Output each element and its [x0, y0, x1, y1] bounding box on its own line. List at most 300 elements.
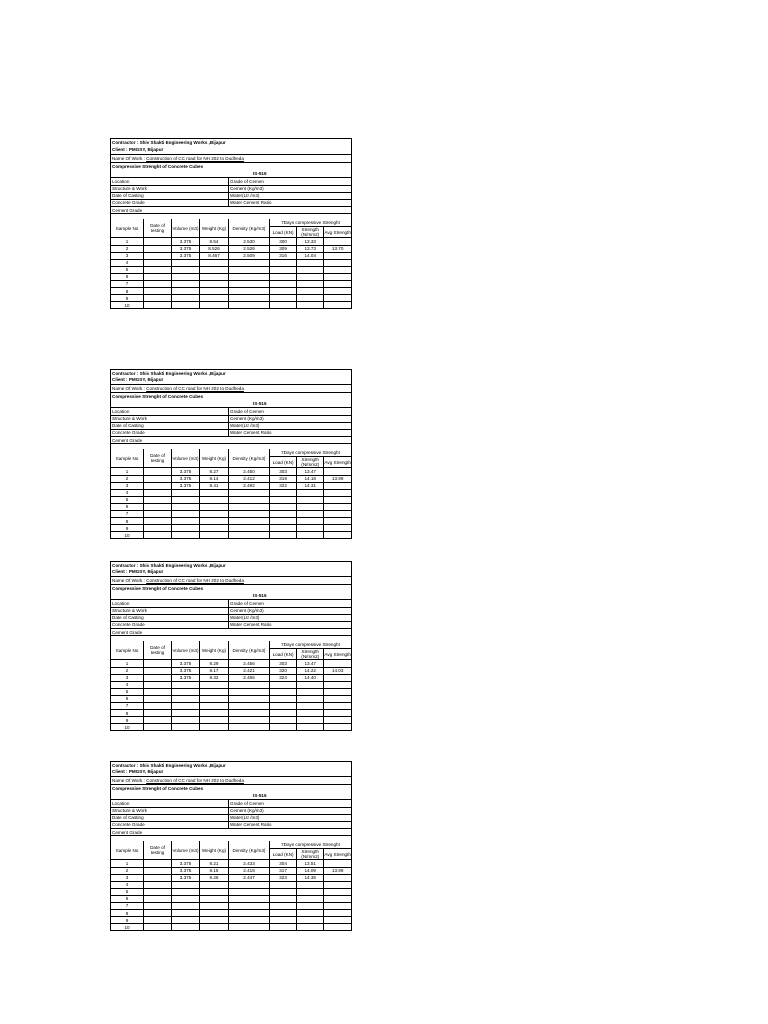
col-strength: Strength (N/mm2): [297, 227, 324, 238]
work-value: Construction of CC road for NH 202 to Dudheda: [146, 155, 244, 161]
cell-volume: [172, 503, 200, 510]
table-row: [111, 688, 351, 695]
info-row: [111, 422, 351, 429]
info-row: [111, 814, 351, 821]
cell-sample-no: 5: [111, 688, 144, 695]
cell-load: [270, 496, 297, 503]
table-row: [111, 295, 351, 302]
cell-date: [144, 660, 172, 667]
cell-volume: 3.375: [172, 245, 200, 252]
results-table: [111, 641, 351, 730]
cell-sample-no: 7: [111, 511, 144, 518]
cell-volume: [172, 281, 200, 288]
cell-load: [270, 703, 297, 710]
work-label: Name Of Work :: [112, 577, 147, 583]
group-header: 7Days compressive Strenght: [270, 841, 352, 849]
info-label: Location: [111, 600, 229, 607]
info-label: Structure & Work: [111, 607, 229, 614]
cell-load: [270, 895, 297, 902]
cell-date: [144, 468, 172, 475]
cell-date: [144, 525, 172, 532]
info-label: Cement (Kg/m3): [229, 807, 352, 814]
cell-density: [229, 503, 270, 510]
cell-density: [229, 288, 270, 295]
cell-avg-strength: [324, 703, 351, 710]
table-row: [111, 252, 351, 259]
cell-date: [144, 917, 172, 924]
cell-sample-no: 9: [111, 295, 144, 302]
cell-avg-strength: [324, 252, 351, 259]
cell-density: [229, 518, 270, 525]
cell-volume: 3.375: [172, 252, 200, 259]
cell-volume: [172, 910, 200, 917]
info-label: Water Cement Ratio: [229, 429, 352, 436]
cell-sample-no: 8: [111, 910, 144, 917]
info-row: [111, 821, 351, 828]
cell-avg-strength: [324, 688, 351, 695]
cell-strength: [297, 924, 324, 931]
cell-density: [229, 924, 270, 931]
cell-density: [229, 681, 270, 688]
info-label: Date of Casting: [111, 192, 229, 199]
cell-density: [229, 888, 270, 895]
cell-date: [144, 489, 172, 496]
cell-load: [270, 924, 297, 931]
cell-load: 303: [270, 468, 297, 475]
work-value: Construction of CC road for NH 202 to Dudheda: [146, 577, 244, 583]
cell-volume: [172, 532, 200, 539]
cell-load: [270, 259, 297, 266]
cell-avg-strength: [324, 710, 351, 717]
info-row: [111, 829, 351, 836]
cell-date: [144, 503, 172, 510]
cell-weight: 8.467: [200, 252, 229, 259]
cell-sample-no: 10: [111, 532, 144, 539]
cell-density: [229, 496, 270, 503]
table-row: [111, 266, 351, 273]
cell-strength: [297, 259, 324, 266]
info-label: Water Cement Ratio: [229, 821, 352, 828]
info-label: Structure & Work: [111, 185, 229, 192]
table-row: [111, 532, 351, 539]
cell-date: [144, 903, 172, 910]
info-row: [111, 437, 351, 444]
cell-weight: [200, 903, 229, 910]
cell-weight: 8.17: [200, 667, 229, 674]
cell-load: [270, 881, 297, 888]
cell-volume: 3.375: [172, 667, 200, 674]
cell-sample-no: 9: [111, 525, 144, 532]
info-label: Cement Grade: [111, 207, 229, 214]
info-row: [111, 807, 351, 814]
cell-strength: [297, 525, 324, 532]
sheet-title: Compressive Strenght of Concrete Cubes: [112, 585, 204, 591]
info-label: Water(Ltr /m3): [229, 814, 352, 821]
table-row: [111, 910, 351, 917]
table-row: [111, 273, 351, 280]
cell-avg-strength: [324, 895, 351, 902]
table-row: [111, 888, 351, 895]
table-row: [111, 468, 351, 475]
cell-volume: 3.375: [172, 860, 200, 867]
cell-sample-no: 4: [111, 881, 144, 888]
info-label: Structure & Work: [111, 415, 229, 422]
cell-sample-no: 2: [111, 475, 144, 482]
client-line: Client : PMGSY, Bijapur: [111, 768, 351, 776]
cell-sample-no: 6: [111, 895, 144, 902]
col-weight: Weight (Kg): [200, 841, 229, 860]
cell-density: [229, 281, 270, 288]
cell-density: [229, 266, 270, 273]
cell-sample-no: 3: [111, 482, 144, 489]
table-row: [111, 660, 351, 667]
cell-strength: [297, 273, 324, 280]
cell-density: 2.415: [229, 867, 270, 874]
cell-weight: 8.15: [200, 867, 229, 874]
table-row: [111, 496, 351, 503]
table-row: [111, 710, 351, 717]
group-header: 7Days compressive Strenght: [270, 219, 352, 227]
col-volume: Volume (m3): [172, 219, 200, 238]
cell-sample-no: 10: [111, 924, 144, 931]
info-label: Water Cement Ratio: [229, 199, 352, 206]
cell-avg-strength: [324, 273, 351, 280]
cell-load: 316: [270, 252, 297, 259]
info-table: [111, 599, 351, 635]
table-row: [111, 302, 351, 309]
cell-weight: [200, 266, 229, 273]
table-row: [111, 238, 351, 245]
cell-avg-strength: [324, 266, 351, 273]
cell-strength: [297, 288, 324, 295]
table-row: [111, 895, 351, 902]
info-label: Grade of Cemen: [229, 408, 352, 415]
cell-density: 2.421: [229, 667, 270, 674]
table-row: [111, 924, 351, 931]
cell-volume: [172, 688, 200, 695]
cell-sample-no: 7: [111, 903, 144, 910]
test-sheet: [110, 561, 352, 731]
cell-load: [270, 910, 297, 917]
cell-strength: [297, 302, 324, 309]
cell-weight: [200, 710, 229, 717]
cell-load: [270, 717, 297, 724]
cell-weight: 8.526: [200, 245, 229, 252]
cell-weight: [200, 681, 229, 688]
cell-weight: [200, 924, 229, 931]
cell-weight: [200, 724, 229, 731]
cell-sample-no: 4: [111, 259, 144, 266]
client-line: Client : PMGSY, Bijapur: [111, 568, 351, 576]
standard-label: IS-516: [253, 401, 267, 407]
info-row: [111, 607, 351, 614]
info-table: [111, 799, 351, 835]
cell-date: [144, 252, 172, 259]
cell-sample-no: 7: [111, 281, 144, 288]
info-table: [111, 177, 351, 213]
work-label: Name Of Work :: [112, 777, 147, 783]
col-weight: Weight (Kg): [200, 219, 229, 238]
cell-load: [270, 888, 297, 895]
cell-density: 2.530: [229, 238, 270, 245]
info-label: Date of Casting: [111, 422, 229, 429]
cell-avg-strength: [324, 511, 351, 518]
cell-sample-no: 8: [111, 288, 144, 295]
cell-density: 2.433: [229, 860, 270, 867]
cell-density: [229, 295, 270, 302]
cell-density: [229, 903, 270, 910]
cell-strength: 13.33: [297, 238, 324, 245]
cell-strength: 14.18: [297, 475, 324, 482]
cell-volume: [172, 518, 200, 525]
work-label: Name Of Work :: [112, 155, 147, 161]
cell-weight: [200, 695, 229, 702]
cell-load: [270, 525, 297, 532]
col-weight: Weight (Kg): [200, 449, 229, 468]
cell-avg-strength: [324, 695, 351, 702]
contractor-line: Contractor : Shiv Shakti Engineering Works ,Bijapur: [112, 140, 226, 145]
cell-date: [144, 238, 172, 245]
info-label: [229, 829, 352, 836]
cell-weight: [200, 511, 229, 518]
col-load: Load (KN): [270, 649, 297, 660]
cell-sample-no: 6: [111, 695, 144, 702]
cell-load: 324: [270, 674, 297, 681]
cell-avg-strength: [324, 302, 351, 309]
cell-volume: [172, 717, 200, 724]
cell-sample-no: 7: [111, 703, 144, 710]
cell-strength: [297, 910, 324, 917]
cell-avg-strength: [324, 496, 351, 503]
cell-density: 2.412: [229, 475, 270, 482]
cell-density: [229, 525, 270, 532]
results-table: [111, 449, 351, 538]
cell-date: [144, 295, 172, 302]
col-volume: Volume (m3): [172, 641, 200, 660]
col-density: Density (Kg/m3): [229, 641, 270, 660]
info-row: [111, 178, 351, 185]
cell-strength: 14.36: [297, 874, 324, 881]
cell-weight: [200, 895, 229, 902]
cell-volume: [172, 924, 200, 931]
cell-density: [229, 703, 270, 710]
cell-strength: 13.47: [297, 468, 324, 475]
cell-date: [144, 674, 172, 681]
cell-strength: 14.09: [297, 867, 324, 874]
cell-sample-no: 1: [111, 860, 144, 867]
cell-load: [270, 688, 297, 695]
cell-load: [270, 489, 297, 496]
info-row: [111, 207, 351, 214]
cell-load: 322: [270, 482, 297, 489]
cell-strength: 13.73: [297, 245, 324, 252]
cell-strength: [297, 881, 324, 888]
info-label: Date of Casting: [111, 614, 229, 621]
cell-avg-strength: [324, 681, 351, 688]
cell-sample-no: 3: [111, 252, 144, 259]
cell-date: [144, 895, 172, 902]
cell-date: [144, 667, 172, 674]
info-row: [111, 199, 351, 206]
cell-date: [144, 245, 172, 252]
cell-weight: [200, 489, 229, 496]
cell-sample-no: 2: [111, 867, 144, 874]
cell-volume: 3.375: [172, 482, 200, 489]
cell-strength: [297, 717, 324, 724]
cell-density: [229, 895, 270, 902]
cell-sample-no: 6: [111, 273, 144, 280]
cell-load: 323: [270, 874, 297, 881]
table-row: [111, 903, 351, 910]
cell-date: [144, 302, 172, 309]
cell-strength: [297, 281, 324, 288]
cell-density: [229, 724, 270, 731]
cell-strength: [297, 917, 324, 924]
table-row: [111, 288, 351, 295]
cell-date: [144, 496, 172, 503]
info-label: Water Cement Ratio: [229, 621, 352, 628]
cell-volume: [172, 710, 200, 717]
cell-weight: [200, 518, 229, 525]
cell-avg-strength: [324, 295, 351, 302]
cell-strength: [297, 496, 324, 503]
cell-date: [144, 860, 172, 867]
col-density: Density (Kg/m3): [229, 219, 270, 238]
cell-weight: [200, 496, 229, 503]
work-line: [111, 777, 351, 785]
col-date-of-testing: Date of testing: [144, 841, 172, 860]
cell-sample-no: 9: [111, 717, 144, 724]
cell-avg-strength: [324, 903, 351, 910]
cell-avg-strength: [324, 674, 351, 681]
cell-weight: [200, 717, 229, 724]
standard-label: IS-516: [253, 593, 267, 599]
table-row: [111, 281, 351, 288]
sheet-title: Compressive Strenght of Concrete Cubes: [112, 163, 204, 169]
standard-label: IS-516: [253, 171, 267, 177]
cell-weight: [200, 281, 229, 288]
group-header: 7Days compressive Strenght: [270, 449, 352, 457]
cell-avg-strength: 13.99: [324, 867, 351, 874]
cell-density: [229, 710, 270, 717]
cell-weight: [200, 525, 229, 532]
cell-strength: 14.31: [297, 482, 324, 489]
cell-volume: [172, 903, 200, 910]
cell-date: [144, 288, 172, 295]
info-row: [111, 192, 351, 199]
cell-strength: [297, 681, 324, 688]
cell-date: [144, 867, 172, 874]
cell-density: [229, 489, 270, 496]
cell-load: [270, 266, 297, 273]
test-sheet: [110, 138, 352, 309]
cell-volume: [172, 302, 200, 309]
table-row: [111, 667, 351, 674]
cell-density: 2.526: [229, 245, 270, 252]
col-volume: Volume (m3): [172, 449, 200, 468]
cell-volume: 3.375: [172, 660, 200, 667]
cell-weight: 8.54: [200, 238, 229, 245]
cell-load: [270, 295, 297, 302]
cell-load: 309: [270, 245, 297, 252]
info-label: Water(Ltr /m3): [229, 192, 352, 199]
cell-density: 2.447: [229, 874, 270, 881]
test-sheet: [110, 761, 352, 931]
cell-load: [270, 724, 297, 731]
cell-density: 2.492: [229, 482, 270, 489]
table-row: [111, 674, 351, 681]
col-load: Load (KN): [270, 849, 297, 860]
cell-weight: [200, 917, 229, 924]
col-sample-no: Sample No: [111, 841, 144, 860]
table-row: [111, 475, 351, 482]
cell-avg-strength: [324, 482, 351, 489]
info-row: [111, 614, 351, 621]
cell-density: [229, 532, 270, 539]
client-line: Client : PMGSY, Bijapur: [111, 376, 351, 384]
cell-avg-strength: [324, 874, 351, 881]
cell-date: [144, 281, 172, 288]
col-strength: Strength (N/mm2): [297, 649, 324, 660]
cell-volume: [172, 888, 200, 895]
cell-strength: 14.22: [297, 667, 324, 674]
sheet-title: Compressive Strenght of Concrete Cubes: [112, 785, 204, 791]
info-label: [229, 629, 352, 636]
info-label: Grade of Cemen: [229, 600, 352, 607]
cell-strength: [297, 266, 324, 273]
cell-density: [229, 302, 270, 309]
cell-date: [144, 717, 172, 724]
work-label: Name Of Work :: [112, 385, 147, 391]
cell-avg-strength: 13.70: [324, 245, 351, 252]
cell-weight: [200, 302, 229, 309]
cell-strength: [297, 518, 324, 525]
cell-weight: [200, 532, 229, 539]
info-label: Cement Grade: [111, 629, 229, 636]
cell-date: [144, 518, 172, 525]
cell-avg-strength: [324, 724, 351, 731]
cell-volume: 3.375: [172, 475, 200, 482]
cell-volume: [172, 917, 200, 924]
cell-volume: [172, 881, 200, 888]
table-row: [111, 259, 351, 266]
info-label: [229, 437, 352, 444]
cell-weight: [200, 703, 229, 710]
cell-strength: [297, 503, 324, 510]
cell-strength: [297, 532, 324, 539]
cell-volume: [172, 273, 200, 280]
cell-weight: 8.21: [200, 860, 229, 867]
table-row: [111, 881, 351, 888]
col-density: Density (Kg/m3): [229, 841, 270, 860]
col-avg-strength: Avg Strength: [324, 849, 351, 860]
cell-load: [270, 903, 297, 910]
cell-volume: 3.375: [172, 468, 200, 475]
cell-date: [144, 475, 172, 482]
cell-load: [270, 273, 297, 280]
info-label: Cement Grade: [111, 437, 229, 444]
cell-strength: 13.51: [297, 860, 324, 867]
info-row: [111, 408, 351, 415]
cell-density: 2.450: [229, 468, 270, 475]
info-label: Date of Casting: [111, 814, 229, 821]
work-line: [111, 385, 351, 393]
cell-load: 317: [270, 867, 297, 874]
cell-strength: [297, 888, 324, 895]
info-label: Location: [111, 800, 229, 807]
col-avg-strength: Avg Strength: [324, 227, 351, 238]
cell-strength: [297, 895, 324, 902]
